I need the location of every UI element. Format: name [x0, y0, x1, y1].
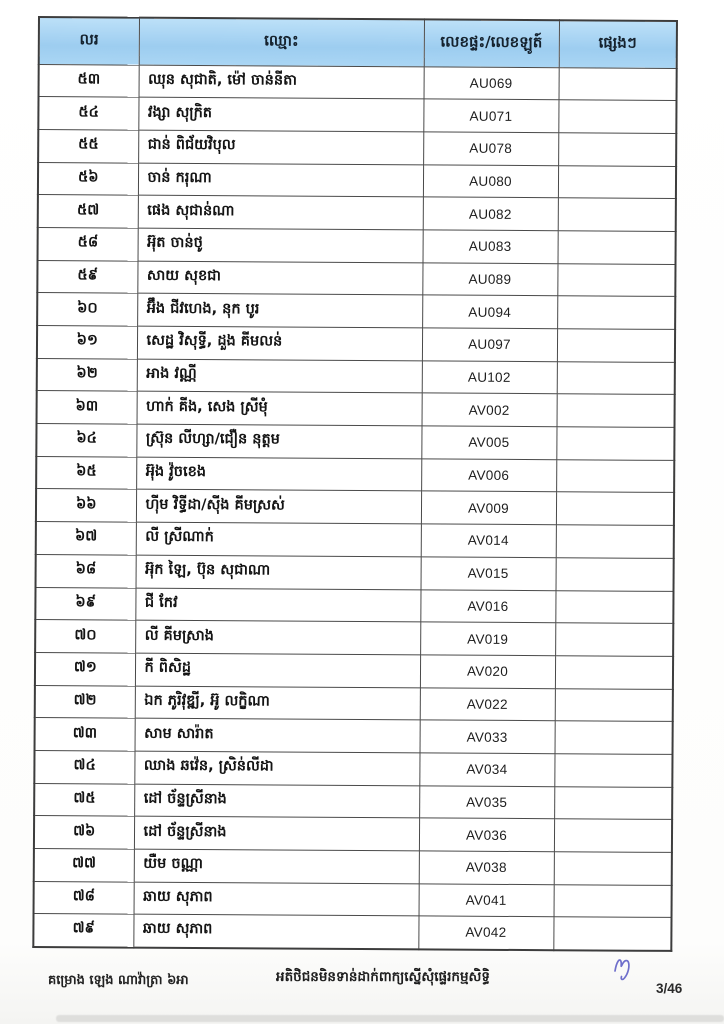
other-cell [554, 884, 672, 917]
row-number-cell: ៧៤ [34, 750, 134, 783]
row-number-cell: ៦៣ [37, 391, 137, 424]
other-cell [555, 656, 673, 689]
table-row [34, 816, 672, 853]
table-row [38, 195, 676, 232]
name-cell: អ៊ុង វ៉ូចខេង [136, 457, 421, 491]
row-number-cell: ៦៨ [36, 554, 136, 587]
table-row [34, 750, 672, 787]
name-cell: ជាន់ ពិជ័យវិបុល [138, 130, 423, 164]
table-row [36, 424, 674, 461]
table-row [36, 456, 674, 493]
table-row [38, 129, 676, 166]
name-cell: ដៅ ច័ន្ទស្រីនាង [134, 784, 419, 818]
other-cell [557, 394, 675, 427]
other-cell [559, 67, 677, 100]
other-cell [555, 721, 673, 754]
other-cell [555, 590, 673, 623]
row-number-cell: ៦២ [37, 358, 137, 391]
code-cell: AU094 [422, 295, 557, 329]
code-cell: AV035 [419, 786, 554, 820]
table-row [37, 293, 675, 330]
footer-note: អតិថិជនមិនទាន់ដាក់ពាក្យស្នើសុំផ្ទេរកម្មសិទ្ធិ [276, 969, 490, 985]
code-cell: AU071 [423, 99, 558, 133]
row-number-cell: ៧២ [35, 685, 135, 718]
code-cell: AU089 [422, 263, 557, 297]
code-cell: AV015 [421, 557, 556, 591]
row-number-cell: ៥៦ [38, 162, 138, 195]
page-number: 3/46 [656, 981, 683, 996]
other-cell [554, 754, 672, 787]
name-cell: ឆាយ សុភាព [133, 915, 418, 949]
name-cell: លី គីមស្រាង [135, 620, 420, 654]
other-cell [554, 819, 672, 852]
row-number-cell: ៦៤ [36, 424, 136, 457]
row-number-cell: ៥៣ [39, 64, 139, 97]
code-cell: AV014 [421, 524, 556, 558]
name-cell: សេដ្ឋ វិសុទ្ធី, ដួង គីមលន់ [137, 326, 422, 360]
code-cell: AU078 [423, 132, 558, 166]
table-row [37, 326, 675, 363]
other-cell [557, 263, 675, 296]
name-cell: ឯក ភូរិវុឌ្ឍី, អ៊ូ លក្ខិណា [135, 686, 420, 720]
name-cell: ហ៊ីម វិទ្ធីដា/ស៊ីង គីមស្រស់ [136, 490, 421, 524]
table-row [36, 489, 674, 526]
header-cell-name: ឈ្មោះ [139, 18, 424, 67]
other-cell [558, 198, 676, 231]
code-cell: AV038 [419, 851, 554, 885]
table-row [34, 881, 672, 918]
table-row [35, 652, 673, 689]
code-cell: AV041 [419, 884, 554, 918]
other-cell [558, 231, 676, 264]
code-cell: AV016 [420, 589, 555, 623]
other-cell [556, 427, 674, 460]
name-cell: ឈុន សុជាតិ, ម៉ៅ ចាន់នីតា [139, 65, 424, 99]
name-cell: ដៅ ច័ន្ទស្រីនាង [134, 816, 419, 850]
table-header-row [39, 17, 677, 68]
table-row [38, 227, 676, 264]
table-row [36, 522, 674, 559]
code-cell: AU097 [422, 328, 557, 362]
code-cell: AV042 [418, 916, 553, 950]
table-row [35, 587, 673, 624]
row-number-cell: ៧០ [35, 620, 135, 653]
name-cell: ឆាយ សុភាព [134, 882, 419, 916]
code-cell: AU102 [422, 361, 557, 395]
other-cell [556, 525, 674, 558]
row-number-cell: ៦៥ [36, 456, 136, 489]
header-cell-code: លេខផ្ទះ/លេខឡូត៍ [424, 19, 559, 67]
row-number-cell: ៥៨ [38, 227, 138, 260]
other-cell [554, 852, 672, 885]
other-cell [558, 133, 676, 166]
table-row [37, 260, 675, 297]
table-row [34, 783, 672, 820]
row-number-cell: ៧៥ [34, 783, 134, 816]
code-cell: AV002 [422, 393, 557, 427]
other-cell [555, 688, 673, 721]
row-number-cell: ៧៩ [33, 914, 133, 947]
signature-mark [610, 948, 640, 982]
other-cell [557, 329, 675, 362]
other-cell [554, 786, 672, 819]
code-cell: AV036 [419, 818, 554, 852]
row-number-cell: ៥៤ [38, 97, 138, 130]
table-row [37, 391, 675, 428]
name-cell: ជី កែវ [135, 588, 420, 622]
row-number-cell: ៥៩ [37, 260, 137, 293]
row-number-cell: ៦៧ [36, 522, 136, 555]
footer-project-label: គម្រោង ឡេង ណាវ៉ាត្រា ៦អា [48, 973, 189, 988]
table-row [33, 914, 671, 951]
table-row [38, 162, 676, 199]
scan-artifact-band [56, 1015, 724, 1022]
table-row [35, 620, 673, 657]
code-cell: AU083 [423, 230, 558, 264]
code-cell: AV006 [421, 459, 556, 493]
registry-table-wrap [32, 16, 678, 951]
name-cell: ហាក់ គីង, សេង ស្រីមុំ [137, 392, 422, 426]
code-cell: AV034 [419, 753, 554, 787]
row-number-cell: ៥៧ [38, 195, 138, 228]
code-cell: AV009 [421, 491, 556, 525]
name-cell: ផេង សុជាន់ណា [138, 195, 423, 229]
code-cell: AV033 [420, 720, 555, 754]
row-number-cell: ៧៣ [35, 718, 135, 751]
other-cell [555, 623, 673, 656]
table-row [35, 718, 673, 755]
other-cell [556, 558, 674, 591]
name-cell: យឺម ចណ្ណា [134, 849, 419, 883]
header-cell-other: ផ្សេងៗ [559, 20, 677, 68]
table-row [35, 685, 673, 722]
row-number-cell: ៧៨ [34, 881, 134, 914]
other-cell [556, 459, 674, 492]
row-number-cell: ៧១ [35, 652, 135, 685]
name-cell: លី ស្រីណាក់ [136, 522, 421, 556]
row-number-cell: ៧៦ [34, 816, 134, 849]
name-cell: ស្រ៊ុន លីហ្សា/ជឿន នុត្តម [136, 424, 421, 458]
table-row [34, 849, 672, 886]
row-number-cell: ៦៦ [36, 489, 136, 522]
table-row [36, 554, 674, 591]
table-row [38, 97, 676, 134]
row-number-cell: ៦០ [37, 293, 137, 326]
name-cell: ចាន់ ករុណា [138, 163, 423, 197]
name-cell: វង្សា សុក្រិត [138, 97, 423, 131]
row-number-cell: ៧៧ [34, 849, 134, 882]
other-cell [556, 492, 674, 525]
code-cell: AU069 [424, 66, 559, 100]
header-cell-no: លរ [39, 17, 139, 65]
code-cell: AU080 [423, 164, 558, 198]
name-cell: សាម សារ៉ាត [135, 718, 420, 752]
other-cell [553, 917, 671, 950]
name-cell: អ៊ុក ឡៃ, ប៊ុន សុជាណា [136, 555, 421, 589]
row-number-cell: ៥៥ [38, 129, 138, 162]
code-cell: AV019 [420, 622, 555, 656]
table-row [37, 358, 675, 395]
code-cell: AV020 [420, 655, 555, 689]
name-cell: សាយ សុខជា [137, 261, 422, 295]
code-cell: AV005 [421, 426, 556, 460]
name-cell: ឈាង ឆវ៉េន, ស្រិន់លីដា [134, 751, 419, 785]
name-cell: អ៊ឹង ជីវហេង, នុក បូរ [137, 293, 422, 327]
code-cell: AU082 [423, 197, 558, 231]
other-cell [558, 100, 676, 133]
name-cell: អាង វណ្ណី [137, 359, 422, 393]
table-row [39, 64, 677, 101]
name-cell: អ៊ុត ចាន់ថូ [138, 228, 423, 262]
registry-table [32, 16, 678, 951]
row-number-cell: ៦៩ [35, 587, 135, 620]
name-cell: កី ពិសិដ្ឋ [135, 653, 420, 687]
other-cell [557, 361, 675, 394]
row-number-cell: ៦១ [37, 326, 137, 359]
other-cell [557, 296, 675, 329]
code-cell: AV022 [420, 687, 555, 721]
other-cell [558, 165, 676, 198]
